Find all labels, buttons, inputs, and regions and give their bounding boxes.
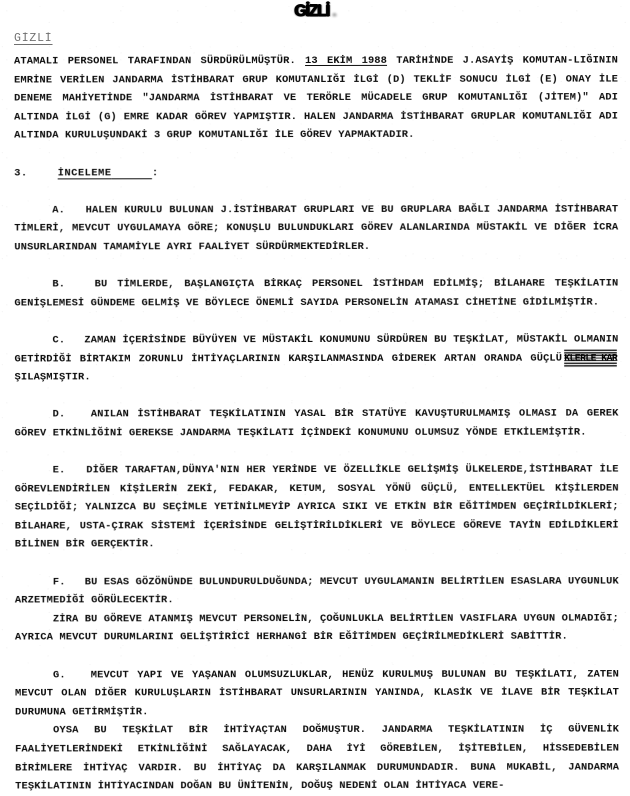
paragraph-e-label: E.	[53, 464, 66, 476]
paragraph-a-text: HALEN KURULU BULUNAN J.İSTİHBARAT GRUPLARI VE BU GRUPLARA BAĞLI JANDARMA İSTİHBARAT TİMLERİ, MEVCUT UYGULAMAYA GÖRE; KONUŞLU BULUNDUKLARI GÖREV ALANLARINDA MÜSTAKİL VE DİĞER İCRA UNSURLARINDAN TAMAMİYLE AYRI FAALİYET SÜRDÜRMEKTEDİRLER.	[14, 203, 618, 253]
paragraph-d	[15, 405, 619, 443]
continuation-text-before: ATAMALI PERSONEL TARAFINDAN SÜRDÜRÜLMÜŞTÜR.	[14, 55, 305, 67]
paragraph-d-label: D.	[53, 409, 66, 421]
paragraph-c-label: C.	[52, 334, 65, 346]
continuation-text-after: TARİHİNDE J.ASAYİŞ KOMUTAN-LIĞININ EMRİNE VERİLEN JANDARMA İSTİHBARAT GRUP KOMUTANLIĞI İLGİ (D) TEKLİF SONUCU İLGİ (E) ONAY İLE DENEME MAHİYETİNDE "JANDARMA İSTİHBARAT VE TERÖRLE MÜCADELE GRUP KOMUTANLIĞI (JİTEM)" ADI ALTINDA İLGİ (G) EMRE KADAR GÖREV YAPMIŞTIR. HALEN JANDARMA İSTİHBARAT GRUPLAR KOMUTANLIĞI ADI ALTINDA KURULUŞUNDAKİ 3 GRUP KOMUTANLIĞI İLE GÖREV YAPMAKTADIR.	[14, 55, 618, 142]
heading-rule	[112, 167, 152, 179]
struck-through-correction: KLERLE KAR	[564, 349, 617, 368]
paragraph-c-text-before: ZAMAN İÇERİSİNDE BÜYÜYEN VE MÜSTAKİL KONUMUNU SÜRDÜREN BU TEŞKİLAT, MÜSTAKİL OLMANIN GETİRDİĞİ BİRTAKIM ZORUNLU İHTİYAÇLARININ KARŞILANMASINDA GİDEREK ARTAN ORANDA GÜÇLÜ	[14, 333, 618, 365]
paragraph-f	[15, 572, 619, 610]
spacer	[14, 144, 618, 164]
paragraph-f-label: F.	[53, 576, 66, 588]
stamp-smear: .	[329, 1, 335, 20]
date-underlined: 13 EKİM 1988	[305, 55, 387, 67]
paragraph-b	[14, 275, 618, 313]
spacer	[14, 182, 618, 202]
document-body	[14, 52, 619, 796]
spacer	[15, 554, 619, 574]
spacer	[14, 256, 618, 276]
paragraph-e-text: DİĞER TARAFTAN,DÜNYA'NIN HER YERİNDE VE ÖZELLİKLE GELİŞMİŞ ÜLKELERDE,İSTİHBARAT İLE GÖREVLENDİRİLEN KİŞİLERİN ZEKİ, FEDAKAR, KETUM, SOSYAL YÖNÜ GÜÇLÜ, ENTELLEKTÜEL KİŞİLERDEN SEÇİLDİĞİ; YALNIZCA BU SEÇİMLE YETİNİLMEYİP AYRICA SIKI VE ETKİN BİR EĞİTİMDEN GEÇİRİLDİKLERİ; BİLAHARE, USTA-ÇIRAK SİSTEMİ İÇERİSİNDE GELİŞTİRİLDİKLERİ VE BÖYLECE GÖREVE TAYİN EDİLDİKLERİ BİLİNEN BİR GERÇEKTİR.	[15, 464, 619, 551]
paragraph-a	[14, 200, 618, 257]
section-heading	[14, 163, 618, 183]
paragraph-a-label: A.	[52, 204, 65, 216]
spacer	[15, 386, 619, 406]
paragraph-d-text: ANILAN İSTİHBARAT TEŞKİLATININ YASAL BİR STATÜYE KAVUŞTURULMAMIŞ OLMASI DA GEREK GÖREV ETKİNLİĞİNİ GEREKSE JANDARMA TEŞKİLATI İÇİNDEKİ KONUMUNU OLUMSUZ YÖNDE ETKİLEMİŞTİR.	[15, 408, 619, 440]
paragraph-c	[14, 330, 618, 387]
spacer	[15, 442, 619, 462]
paragraph-b-label: B.	[52, 279, 65, 291]
paragraph-c-text-after: ŞILAŞMIŞTIR.	[15, 371, 91, 383]
section-colon: :	[152, 167, 159, 179]
section-number: 3.	[14, 167, 28, 179]
paragraph-f-zira-text: ZİRA BU GÖREVE ATANMIŞ MEVCUT PERSONELİN, ÇOĞUNLUKLA BELİRTİLEN VASIFLARA UYGUN OLMADIĞI; AYRICA MEVCUT DURUMLARINI GELİŞTİRİCİ HERHANGİ BİR EĞİTİMDEN GEÇİRİLMEDİKLERİ SABİTTİR.	[15, 612, 619, 644]
paragraph-f-zira	[15, 609, 619, 647]
paragraph-b-text: BU TİMLERDE, BAŞLANGIÇTA BİRKAÇ PERSONEL İSTİHDAM EDİLMİŞ; BİLAHARE TEŞKİLATIN GENİŞLEMESİ GÜNDEME GELMİŞ VE BÖYLECE ÖNEMLİ SAYIDA PERSONELİN ATAMASI CİHETİNE GİDİLMİŞTİR.	[14, 278, 618, 310]
paragraph-g	[15, 665, 619, 722]
spacer	[15, 647, 619, 667]
classification-stamp-top	[25, 1, 605, 21]
classification-marking-left: GİZLİ	[14, 32, 53, 45]
paragraph-f-text: BU ESAS GÖZÖNÜNDE BULUNDURULDUĞUNDA; MEVCUT UYGULAMANIN BELİRTİLEN ESASLARA UYGUNLUK ARZETMEDİĞİ GÖRÜLECEKTİR.	[15, 575, 619, 607]
paragraph-g-oysa	[15, 721, 619, 796]
paragraph-g-label: G.	[53, 669, 66, 681]
paragraph-continuation	[14, 52, 618, 146]
section-title: İNCELEME	[58, 167, 112, 179]
spacer	[14, 312, 618, 332]
paragraph-g-text: MEVCUT YAPI VE YAŞANAN OLUMSUZLUKLAR, HENÜZ KURULMUŞ BULUNAN BU TEŞKİLATI, ZATEN MEVCUT OLAN DİĞER KURULUŞLARIN İSTİHBARAT UNSURLARININ YANINDA, KLASİK VE İLAVE BİR TEŞKİLAT DURUMUNA GETİRMİŞTİR.	[15, 668, 619, 718]
classification-stamp-top-text: GİZLİ	[295, 1, 329, 20]
paragraph-g-oysa-text: OYSA BU TEŞKİLAT BİR İHTİYAÇTAN DOĞMUŞTUR. JANDARMA TEŞKİLATININ İÇ GÜVENLİK FAALİYETLERİNDEKİ ETKİNLİĞİNİ SAĞLAYACAK, DAHA İYİ GÖREBİLEN, İŞİTEBİLEN, HİSSEDEBİLEN BİRİMLERE İHTİYAÇ VARDIR. BU İHTİYAÇ DA KARŞILANMAK DURUMUNDADIR. BUNA MUKABİL, JANDARMA TEŞKİLATININ İHTİYACINDAN DOĞAN BU ÜNİTENİN, DOĞUŞ NEDENİ OLAN İHTİYACA VERE-	[15, 724, 619, 793]
paragraph-e	[15, 461, 619, 555]
